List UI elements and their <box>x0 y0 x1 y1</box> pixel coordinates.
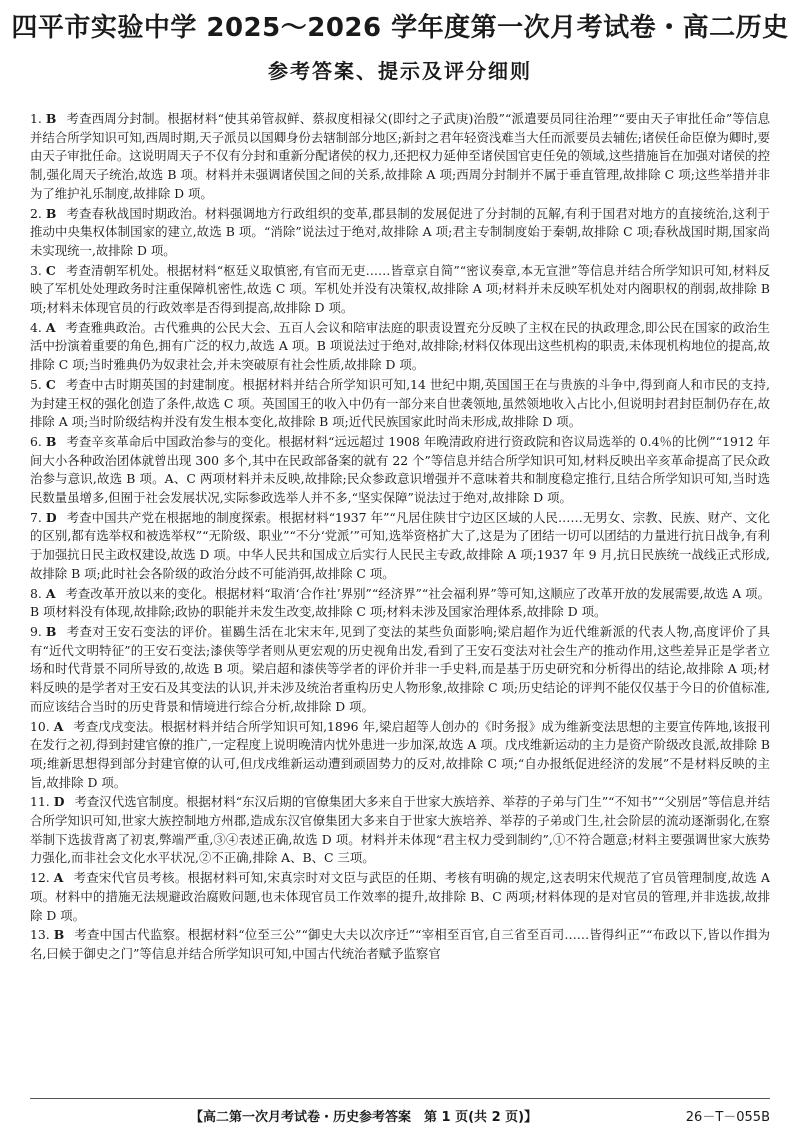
answer-explanation: 考查对王安石变法的评价。崔鶠生活在北宋末年,见到了变法的某些负面影响;梁启超作为近代维新派的代表人物,高度评价了具有“近代文明特征”的王安石变法;漆侠等学者则从更宏观的历史视角出发,看到了王安石变法对社会生产的推动作用,这些差异正是学者立场和时代背景不同所导致的,故选 B 项。梁启超和漆侠等学者的评价并非一手史料,而是基于历史研究和分析得出的结论,故排除 A 项;材料反映的是学者对王安石及其变法的认识,并未涉及统治者重构历史人物形象,故排除 C 项;历史结论的评判不能仅仅基于今日的价值标准,而应该结合当时的历史背景和情境进行综合分析,故排除 D 项。 <box>30 623 770 714</box>
answer-explanation: 考查中国古代监察。根据材料“位至三公”“御史大夫以次序迁”“宰相至百官,自三省至百司……皆得纠正”“布政以下,皆以作揖为名,曰候于御史之门”等信息并结合所学知识可知,中国古代统治者赋予监察官 <box>30 927 770 961</box>
answer-letter: C <box>45 376 56 392</box>
answer-explanation: 考查改革开放以来的变化。根据材料“取消‘合作社’界别”“经济界”“社会福利界”等可知,这顺应了改革开放的发展需要,故选 A 项。B 项材料没有体现,故排除;政协的职能并未发生改变,故排除 C 项;材料未涉及国家治理体系,故排除 D 项。 <box>30 585 770 620</box>
answer-item <box>30 433 770 508</box>
answer-item <box>30 623 770 717</box>
question-number: 5. <box>30 376 42 392</box>
answer-item <box>30 319 770 375</box>
answer-letter: B <box>45 433 57 449</box>
answer-letter: A <box>53 870 64 886</box>
answer-item <box>30 262 770 318</box>
answer-explanation: 考查中古时期英国的封建制度。根据材料并结合所学知识可知,14 世纪中期,英国国王在与贵族的斗争中,得到商人和市民的支持,为封建王权的强化创造了条件,故选 C 项。英国国王的收入中仍有一部分来自世袭领地,虽然领地收入占比小,但说明封君封臣制仍存在,故排除 A 项;当时阶级结构并没有发生根本变化,故排除 B 项;近代民族国家此时尚未形成,故排除 D 项。 <box>30 376 770 430</box>
answer-letter: C <box>45 262 56 278</box>
answer-item <box>30 376 770 432</box>
answer-explanation: 考查雅典政治。古代雅典的公民大会、五百人会议和陪审法庭的职责设置充分反映了主权在民的执政理念,即公民在国家的政治生活中扮演着重要的角色,拥有广泛的权力,故选 A 项。B 项说法过于绝对,故排除;材料仅体现出这些机构的职责,未体现机构地位的提高,故排除 C 项;当时雅典仍为奴隶社会,并未突破原有社会性质,故排除 D 项。 <box>30 319 770 373</box>
answer-letter: D <box>53 794 65 810</box>
answer-letter: B <box>45 205 57 221</box>
answer-explanation: 考查辛亥革命后中国政治参与的变化。根据材料“远远超过 1908 年晚清政府进行资政院和咨议局选举的 0.4％的比例”“1912 年间大小各种政治团体就曾出现 300 多个,其中在民政部备案的就有 22 个”等信息并结合所学知识可知,材料反映出辛亥革命提高了民众政治参与意识,故选 B 项。A、C 两项材料并未反映,故排除;民众参政意识增强并不意味着共和制度稳定推行,且结合所学知识可知,当时选民数量虽增多,但囿于社会发展状况,实际参政选举人并不多,“坚实保障”说法过于绝对,故排除 D 项。 <box>30 433 770 506</box>
answer-letter: B <box>53 927 65 943</box>
answer-explanation: 考查春秋战国时期政治。材料强调地方行政组织的变革,郡县制的发展促进了分封制的瓦解,有利于国君对地方的直接统治,这利于推动中央集权体制国家的建立,故选 B 项。“消除”说法过于绝对,故排除 A 项;君主专制制度始于秦朝,故排除 C 项;春秋战国时期,国家尚未实现统一,故排除 D 项。 <box>30 205 770 258</box>
question-number: 6. <box>30 433 42 449</box>
question-number: 11. <box>30 794 50 810</box>
page-footer: 【高二第一次月考试卷・历史参考答案 第 1 页(共 2 页)】 <box>190 1110 538 1125</box>
answer-letter: A <box>53 718 64 734</box>
page-title: 四平市实验中学 2025～2026 学年度第一次月考试卷・高二历史 <box>11 13 789 43</box>
answer-explanation: 考查西周分封制。根据材料“使其弟管叔鲜、蔡叔度相禄父(即纣之子武庚)治殷”“派遣要员同往治理”“要由天子审批任命”等信息并结合所学知识可知,西周时期,天子派员以国卿身份去辖制部分地区;新封之君年轻资浅难当大任而派要员去辅佐;诸侯任命臣僚为卿时,要由天子审批任命。这说明周天子不仅有分封和重新分配诸侯的权力,还把权力延伸至诸侯国官吏任免的领域,这些措施旨在加强对诸侯的控制,强化周天子统治,故选 B 项。材料并未强调诸侯国之间的关系,故排除 A 项;西周分封制并不属于垂直管理,故排除 C 项;这些举措并非为了维护礼乐制度,故排除 D 项。 <box>30 111 770 201</box>
question-number: 1. <box>30 111 42 126</box>
question-number: 3. <box>30 262 42 278</box>
answer-item <box>30 585 770 622</box>
answer-explanation: 考查戊戌变法。根据材料并结合所学知识可知,1896 年,梁启超等人创办的《时务报》成为维新变法思想的主要宣传阵地,该报刊在发行之初,得到封建官僚的推广,一定程度上说明晚清内忧外患进一步加深,故选 A 项。戊戌维新运动的主力是资产阶级改良派,故排除 B 项;维新思想得到部分封建官僚的认可,但戊戌维新运动遭到顽固势力的反对,故排除 C 项;“自办报纸促进经济的发展”不是材料反映的主旨,故排除 D 项。 <box>30 718 770 790</box>
question-number: 10. <box>30 718 50 734</box>
question-number: 9. <box>30 623 42 639</box>
answer-letter: A <box>45 585 56 601</box>
question-number: 8. <box>30 585 42 601</box>
answer-item <box>30 869 770 925</box>
answer-letter: D <box>45 509 57 525</box>
answer-explanation: 考查中国共产党在根据地的制度探索。根据材料“1937 年”“凡居住陕甘宁边区区域的人民……无男女、宗教、民族、财产、文化的区别,都有选举权和被选举权”“无阶级、职业”“不分‘党派’”可知,选举资格扩大了,这是为了团结一切可以团结的力量进行抗日战争,有利于加强抗日民主政权建设,故选 D 项。中华人民共和国成立后实行人民民主专政,故排除 A 项;1937 年 9 月,抗日民族统一战线正式形成,故排除 B 项;此时社会各阶级的政治分歧不可能消弭,故排除 C 项。 <box>30 509 770 581</box>
footer-divider <box>30 1098 770 1099</box>
answer-item <box>30 793 770 868</box>
question-number: 2. <box>30 205 42 221</box>
question-number: 13. <box>30 927 50 943</box>
answer-explanation: 考查宋代官员考核。根据材料可知,宋真宗时对文臣与武臣的任期、考核有明确的规定,这表明宋代规范了官员管理制度,故选 A 项。材料中的措施无法规避政治腐败问题,也未体现官员工作效率的提升,故排除 B、C 两项;材料体现的是对官员的管理,并非选拔,故排除 D 项。 <box>30 870 770 923</box>
answer-letter: A <box>45 319 56 335</box>
answer-item <box>30 509 770 584</box>
answer-explanation: 考查清朝军机处。根据材料“枢廷义取慎密,有官而无吏……皆章京自简”“密议奏章,本无宣泄”等信息并结合所学知识可知,材料反映了军机处处理政务时注重保障机密性,故选 C 项。军机处并没有决策权,故排除 A 项;材料并未反映军机处对内阁职权的削弱,故排除 B 项;材料未体现官员的行政效率是否得到提高,故排除 D 项。 <box>30 262 770 316</box>
question-number: 7. <box>30 509 42 525</box>
answer-letter: B <box>45 623 57 639</box>
answer-letter: B <box>45 111 57 126</box>
answer-item <box>30 205 770 261</box>
page-subtitle: 参考答案、提示及评分细则 <box>268 59 532 83</box>
answer-item <box>30 718 770 793</box>
question-number: 12. <box>30 870 50 886</box>
answer-explanation: 考查汉代选官制度。根据材料“东汉后期的官僚集团大多来自于世家大族培养、举荐的子弟与门生”“不知书”“父别居”等信息并结合所学知识可知,世家大族控制地方州郡,造成东汉官僚集团大多来自于世家大族培养、举荐的子弟或门生,社会阶层的流动逐渐弱化,在察举制下选拔背离了初衷,弊端严重,③④表述正确,故选 D 项。材料并未体现“君主权力受到制约”,①不符合题意;材料主要强调世家大族势力强化,而非社会文化水平状况,②不正确,排除 A、B、C 三项。 <box>30 794 770 866</box>
question-number: 4. <box>30 319 42 335</box>
answer-item <box>30 110 770 204</box>
answer-list <box>30 110 770 1085</box>
answer-item <box>30 926 770 963</box>
document-code: 26－T－055B <box>685 1110 770 1125</box>
